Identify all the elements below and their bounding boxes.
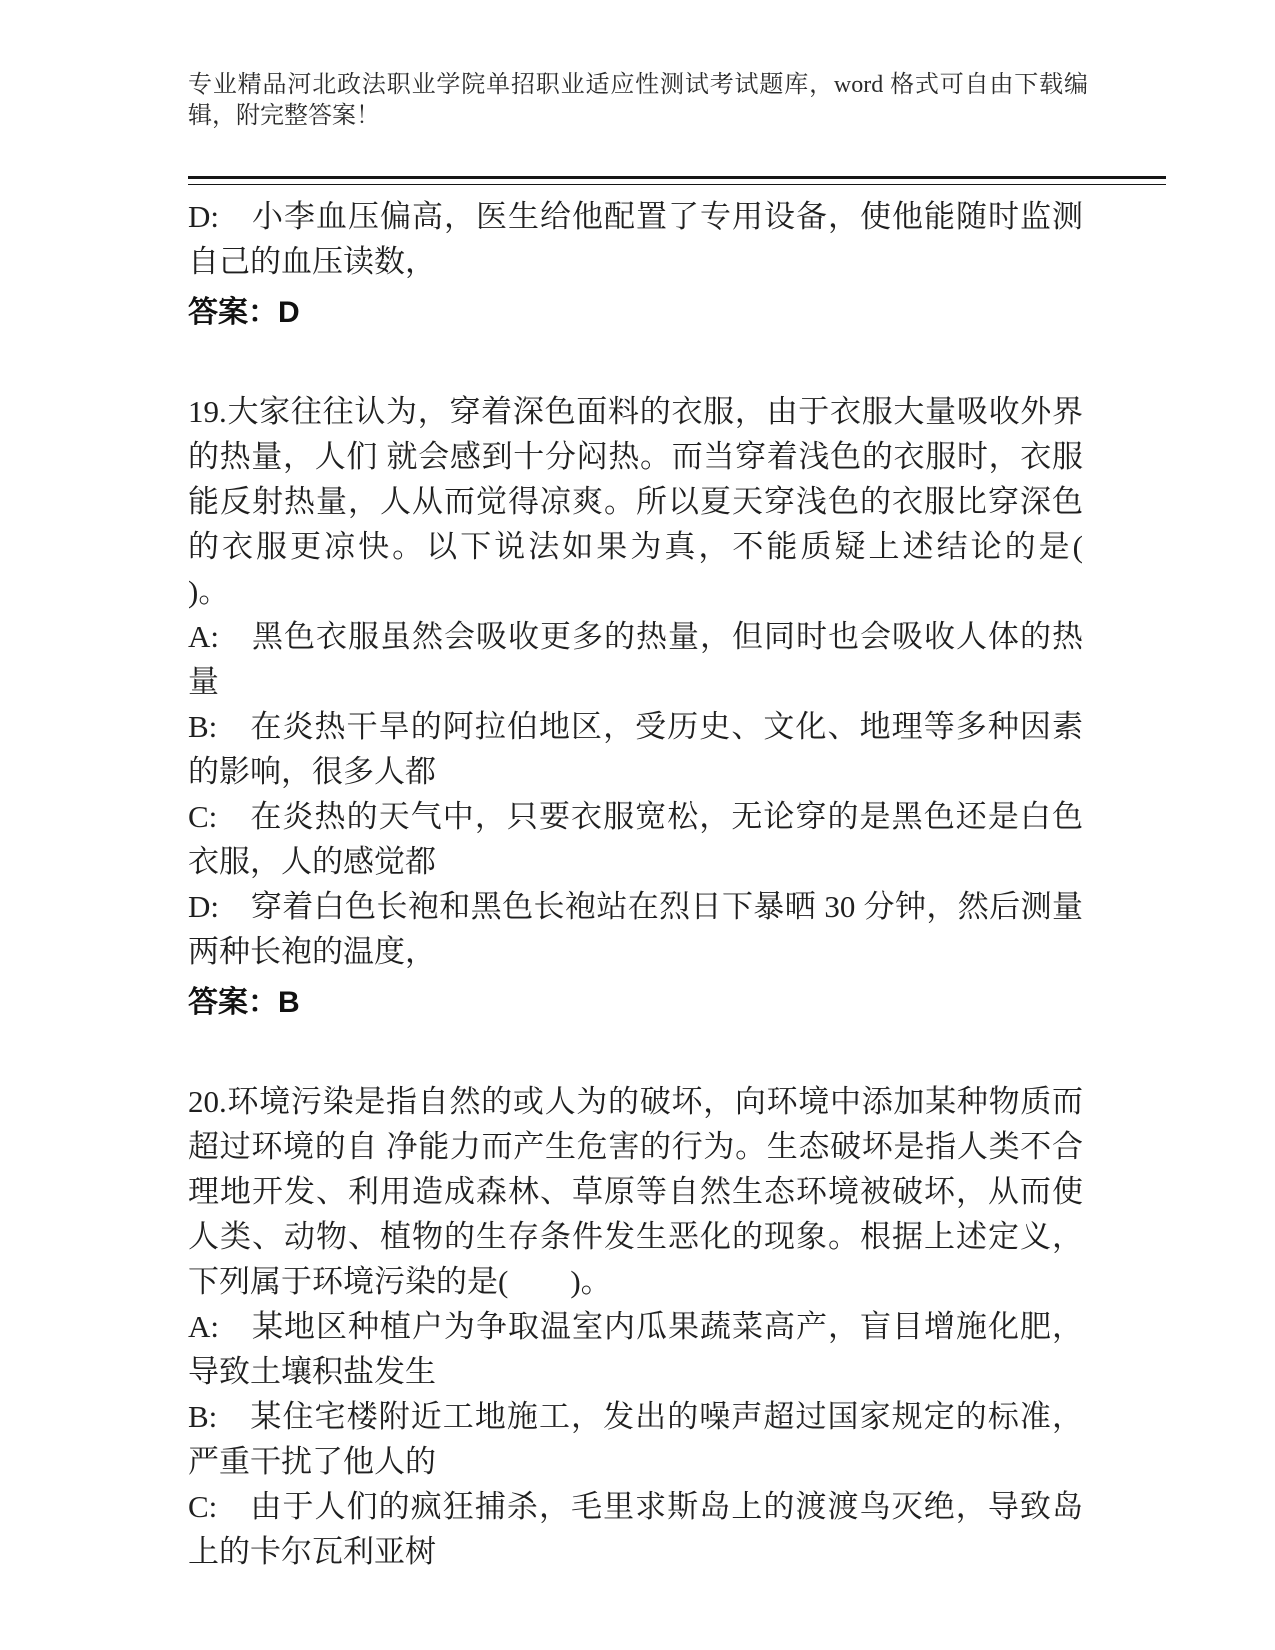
question-18-answer: 答案：D — [188, 296, 300, 329]
question-20-option-c: C: 由于人们的疯狂捕杀，毛里求斯岛上的渡渡鸟灭绝，导致岛上的卡尔瓦利亚树 — [188, 1489, 1083, 1569]
header-divider — [188, 176, 1166, 185]
document-body — [188, 194, 1145, 1574]
question-19-option-b: B: 在炎热干旱的阿拉伯地区，受历史、文化、地理等多种因素的影响，很多人都 — [188, 709, 1083, 789]
question-19-option-a: A: 黑色衣服虽然会吸收更多的热量，但同时也会吸收人体的热量 — [188, 619, 1083, 699]
question-19-option-d: D: 穿着白色长袍和黑色长袍站在烈日下暴晒 30 分钟，然后测量两种长袍的温度， — [188, 889, 1083, 969]
question-20-stem: 20.环境污染是指自然的或人为的破坏，向环境中添加某种物质而超过环境的自 净能力而产生危害的行为。生态破坏是指人类不合理地开发、利用造成森林、草原等自然生态环境被破坏，从而使人类、动物、植物的生存条件发生恶化的现象。根据上述定义，下列属于环境污染的是( )。 — [188, 1084, 1083, 1299]
header-notice: 专业精品河北政法职业学院单招职业适应性测试考试题库，word 格式可自由下载编辑，附完整答案！ — [188, 72, 1088, 129]
question-19-answer: 答案：B — [188, 986, 300, 1019]
question-19-option-c: C: 在炎热的天气中，只要衣服宽松，无论穿的是黑色还是白色衣服，人的感觉都 — [188, 799, 1083, 879]
question-20-option-a: A: 某地区种植户为争取温室内瓜果蔬菜高产，盲目增施化肥，导致土壤积盐发生 — [188, 1309, 1083, 1389]
question-18-option-d: D: 小李血压偏高，医生给他配置了专用设备，使他能随时监测自己的血压读数， — [188, 199, 1083, 279]
page-header — [188, 70, 1275, 185]
question-19-stem: 19.大家往往认为，穿着深色面料的衣服，由于衣服大量吸收外界的热量，人们 就会感到十分闷热。而当穿着浅色的衣服时，衣服能反射热量，人从而觉得凉爽。所以夏天穿浅色的衣服比穿深色的衣服更凉快。以下说法如果为真，不能质疑上述结论的是( )。 — [188, 394, 1145, 609]
question-20-option-b: B: 某住宅楼附近工地施工，发出的噪声超过国家规定的标准，严重干扰了他人的 — [188, 1399, 1083, 1479]
